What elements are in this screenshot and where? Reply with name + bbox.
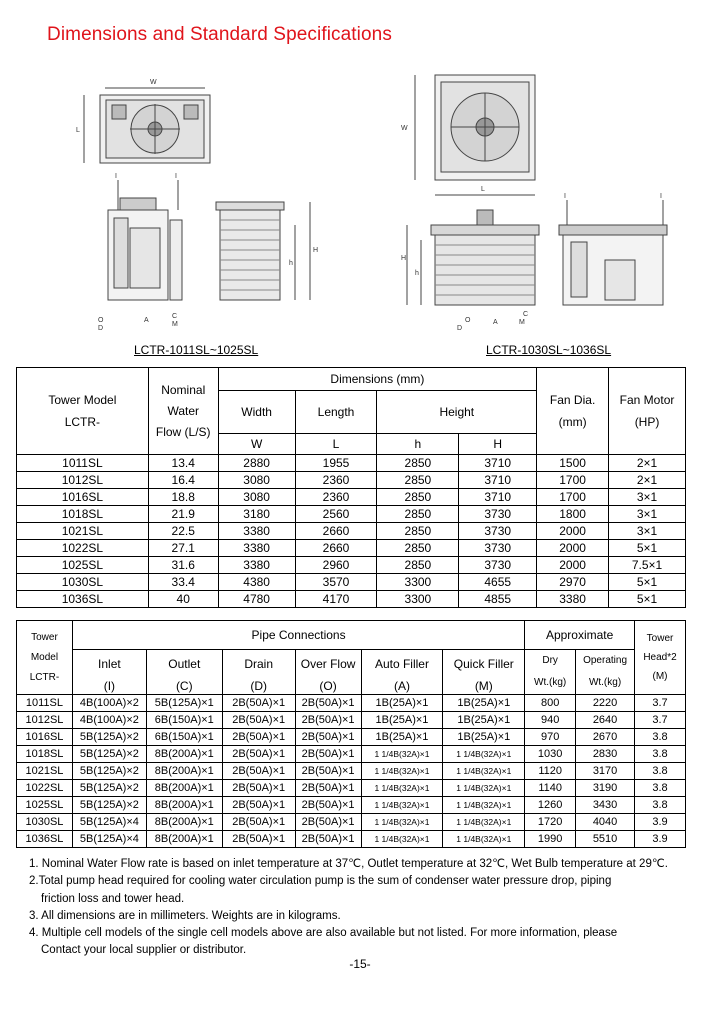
table-cell: 2B(50A)×1 — [222, 763, 295, 780]
label-h-right: h — [415, 270, 419, 277]
header-lctr: LCTR- — [64, 415, 101, 429]
header-length: Length — [295, 391, 377, 434]
header-H: H — [459, 434, 537, 455]
table-row — [17, 780, 686, 797]
table-row — [17, 557, 686, 574]
header-motor-2: (HP) — [634, 415, 660, 429]
header-motor-1: Fan Motor — [619, 393, 675, 407]
table-cell: 1025SL — [17, 797, 73, 814]
table-cell: 940 — [525, 712, 576, 729]
footnotes — [29, 856, 709, 960]
table-row — [17, 591, 686, 608]
table-cell: 3190 — [576, 780, 635, 797]
table-cell: 1700 — [537, 472, 609, 489]
table-cell: 2B(50A)×1 — [295, 780, 361, 797]
header-quickfiller: Quick Filler — [443, 650, 525, 679]
table-cell: 3380 — [218, 540, 295, 557]
label-M: M — [172, 321, 178, 328]
table-cell: 3300 — [377, 574, 459, 591]
table-cell: 2850 — [377, 455, 459, 472]
table-cell: 2360 — [295, 489, 377, 506]
header-op-1: Operating — [583, 655, 628, 666]
table-cell: 2B(50A)×1 — [222, 814, 295, 831]
header-op-2: Wt.(kg) — [588, 677, 622, 688]
table-cell: 1018SL — [17, 506, 149, 523]
table-cell: 1B(25A)×1 — [443, 712, 525, 729]
label-W-right: W — [401, 125, 408, 132]
note-2-cont: friction loss and tower head. — [41, 892, 185, 905]
label-O-right: O — [465, 317, 471, 324]
table-cell: 2000 — [537, 523, 609, 540]
label-C: C — [172, 313, 178, 320]
table-cell: 1B(25A)×1 — [443, 695, 525, 712]
label-D: D — [98, 325, 104, 332]
right-drawing-caption: LCTR-1030SL~1036SL — [486, 343, 612, 357]
dimensions-table — [16, 367, 686, 608]
table-cell: 1 1/4B(32A)×1 — [443, 746, 525, 763]
table-cell: 1120 — [525, 763, 576, 780]
table-cell: 1011SL — [17, 455, 149, 472]
table-row — [17, 814, 686, 831]
pipe-connections-table — [16, 620, 686, 848]
header-A: (A) — [361, 678, 443, 695]
page-number: -15- — [349, 957, 371, 971]
header2-head-3: (M) — [652, 671, 668, 682]
table-cell: 3380 — [218, 557, 295, 574]
table-cell: 3180 — [218, 506, 295, 523]
table-row — [17, 831, 686, 848]
table-cell: 2B(50A)×1 — [295, 763, 361, 780]
table-cell: 1500 — [537, 455, 609, 472]
header-dimensions: Dimensions (mm) — [218, 368, 536, 391]
col-fan-motor — [609, 368, 686, 455]
table-cell: 1990 — [525, 831, 576, 848]
table-cell: 1036SL — [17, 831, 73, 848]
table-row — [17, 763, 686, 780]
table-cell: 1030 — [525, 746, 576, 763]
table-cell: 1 1/4B(32A)×1 — [361, 831, 443, 848]
table-cell: 5B(125A)×2 — [72, 729, 146, 746]
table-cell: 3×1 — [609, 523, 686, 540]
note-4-cont: Contact your local supplier or distributor. — [41, 944, 247, 957]
header-operating-weight — [576, 650, 635, 695]
header2-tower: Tower — [31, 631, 58, 643]
col-tower-model-2 — [17, 621, 73, 695]
table-cell: 1 1/4B(32A)×1 — [361, 746, 443, 763]
tower-drawing-left — [70, 60, 340, 340]
header-dry-1: Dry — [542, 655, 558, 666]
table-cell: 1 1/4B(32A)×1 — [443, 797, 525, 814]
label-D-right: D — [457, 325, 463, 332]
table-cell: 3300 — [377, 591, 459, 608]
table-cell: 2670 — [576, 729, 635, 746]
table-cell: 1 1/4B(32A)×1 — [361, 814, 443, 831]
table-cell: 5×1 — [609, 574, 686, 591]
table-cell: 3.8 — [635, 780, 686, 797]
table-cell: 1800 — [537, 506, 609, 523]
table-cell: 3.9 — [635, 831, 686, 848]
table-cell: 2850 — [377, 557, 459, 574]
table-cell: 6B(150A)×1 — [146, 712, 222, 729]
table-cell: 3×1 — [609, 506, 686, 523]
table-row — [17, 472, 686, 489]
table-cell: 1260 — [525, 797, 576, 814]
table-cell: 2B(50A)×1 — [295, 729, 361, 746]
header2-head-2: Head*2 — [643, 652, 677, 663]
table-cell: 2000 — [537, 540, 609, 557]
table-cell: 2B(50A)×1 — [222, 831, 295, 848]
table-cell: 1140 — [525, 780, 576, 797]
header-I: (I) — [72, 678, 146, 695]
table-cell: 1012SL — [17, 712, 73, 729]
label-L-right: L — [481, 186, 485, 193]
table-cell: 1B(25A)×1 — [443, 729, 525, 746]
header-C: (C) — [146, 678, 222, 695]
table-cell: 2640 — [576, 712, 635, 729]
table-row — [17, 455, 686, 472]
table-cell: 2B(50A)×1 — [295, 831, 361, 848]
table-row — [17, 695, 686, 712]
table-cell: 2880 — [218, 455, 295, 472]
table-cell: 1 1/4B(32A)×1 — [443, 763, 525, 780]
table-cell: 2B(50A)×1 — [222, 746, 295, 763]
table-cell: 1 1/4B(32A)×1 — [361, 763, 443, 780]
label-I-2: I — [175, 173, 177, 180]
table-row — [17, 523, 686, 540]
table-cell: 5×1 — [609, 591, 686, 608]
label-H: H — [313, 247, 319, 254]
table-row — [17, 540, 686, 557]
table-cell: 4040 — [576, 814, 635, 831]
table-cell: 1011SL — [17, 695, 73, 712]
table-cell: 3710 — [459, 489, 537, 506]
table-cell: 1B(25A)×1 — [361, 695, 443, 712]
table-cell: 5×1 — [609, 540, 686, 557]
header-inlet: Inlet — [72, 650, 146, 679]
table-cell: 8B(200A)×1 — [146, 831, 222, 848]
table-cell: 1030SL — [17, 574, 149, 591]
label-W: W — [150, 79, 157, 86]
table-cell: 1 1/4B(32A)×1 — [443, 780, 525, 797]
table-cell: 1016SL — [17, 489, 149, 506]
table-cell: 5B(125A)×4 — [72, 814, 146, 831]
table-cell: 2B(50A)×1 — [222, 729, 295, 746]
table-cell: 3.8 — [635, 797, 686, 814]
label-A-right: A — [493, 319, 498, 326]
header-L: L — [295, 434, 377, 455]
table-cell: 27.1 — [148, 540, 218, 557]
table-cell: 4B(100A)×2 — [72, 712, 146, 729]
table-cell: 2B(50A)×1 — [295, 814, 361, 831]
note-1: 1. Nominal Water Flow rate is based on inlet temperature at 37℃, Outlet temperature at 32℃, Wet Bulb temperature at 29℃. — [29, 858, 668, 870]
table-cell: 2660 — [295, 523, 377, 540]
label-H-right: H — [401, 255, 407, 262]
table-row — [17, 729, 686, 746]
table-cell: 1 1/4B(32A)×1 — [361, 780, 443, 797]
table-cell: 8B(200A)×1 — [146, 780, 222, 797]
table-cell: 1021SL — [17, 523, 149, 540]
table-row — [17, 506, 686, 523]
header-W: W — [218, 434, 295, 455]
table-row — [17, 712, 686, 729]
table-cell: 3080 — [218, 489, 295, 506]
table-cell: 1012SL — [17, 472, 149, 489]
table-cell: 16.4 — [148, 472, 218, 489]
table-cell: 3080 — [218, 472, 295, 489]
table-cell: 4380 — [218, 574, 295, 591]
col-tower-head — [635, 621, 686, 695]
table-cell: 1021SL — [17, 763, 73, 780]
tower-drawing-right — [395, 60, 695, 340]
table-cell: 5510 — [576, 831, 635, 848]
label-I: I — [115, 173, 117, 180]
table-cell: 2850 — [377, 523, 459, 540]
header-flow-1: Nominal — [161, 382, 206, 397]
col-fan-dia — [537, 368, 609, 455]
table-cell: 800 — [525, 695, 576, 712]
table-cell: 3380 — [218, 523, 295, 540]
table-row — [17, 746, 686, 763]
table-cell: 3380 — [537, 591, 609, 608]
table-cell: 3.7 — [635, 712, 686, 729]
label-O: O — [98, 317, 104, 324]
table-cell: 2830 — [576, 746, 635, 763]
table-cell: 2850 — [377, 472, 459, 489]
table-cell: 4855 — [459, 591, 537, 608]
header-drain: Drain — [222, 650, 295, 679]
table-cell: 2560 — [295, 506, 377, 523]
table-cell: 2360 — [295, 472, 377, 489]
header-h: h — [377, 434, 459, 455]
table-cell: 3×1 — [609, 489, 686, 506]
table-cell: 1 1/4B(32A)×1 — [361, 797, 443, 814]
table-cell: 31.6 — [148, 557, 218, 574]
col-tower-model — [17, 368, 149, 455]
table-cell: 1700 — [537, 489, 609, 506]
table-cell: 1720 — [525, 814, 576, 831]
table-cell: 2B(50A)×1 — [295, 712, 361, 729]
header2-model: Model — [30, 651, 59, 663]
table-cell: 3170 — [576, 763, 635, 780]
header-fan-1: Fan Dia. — [549, 393, 596, 407]
table-cell: 5B(125A)×2 — [72, 797, 146, 814]
table-cell: 2B(50A)×1 — [222, 780, 295, 797]
label-I-right: I — [564, 193, 566, 200]
header-flow-3: Flow (L/S) — [155, 424, 211, 439]
table-cell: 1955 — [295, 455, 377, 472]
table-cell: 21.9 — [148, 506, 218, 523]
header-D: (D) — [222, 678, 295, 695]
table-row — [17, 489, 686, 506]
table-cell: 2850 — [377, 506, 459, 523]
table-cell: 2660 — [295, 540, 377, 557]
header-pipe-connections: Pipe Connections — [72, 621, 524, 650]
header-overflow: Over Flow — [295, 650, 361, 679]
table-cell: 3710 — [459, 472, 537, 489]
label-A: A — [144, 317, 149, 324]
table-cell: 1025SL — [17, 557, 149, 574]
table-row — [17, 797, 686, 814]
table-cell: 8B(200A)×1 — [146, 763, 222, 780]
header-tower-model: Tower Model — [48, 393, 117, 407]
header-approximate: Approximate — [525, 621, 635, 650]
header-flow-2: Water — [167, 403, 199, 418]
table-cell: 2B(50A)×1 — [295, 695, 361, 712]
table-cell: 970 — [525, 729, 576, 746]
table-cell: 3570 — [295, 574, 377, 591]
table-cell: 3730 — [459, 506, 537, 523]
col-nominal-flow — [148, 368, 218, 455]
left-drawing-caption: LCTR-1011SL~1025SL — [134, 343, 259, 357]
table-cell: 2850 — [377, 489, 459, 506]
table-cell: 8B(200A)×1 — [146, 797, 222, 814]
table-cell: 4655 — [459, 574, 537, 591]
header-dry-weight — [525, 650, 576, 695]
table-cell: 3430 — [576, 797, 635, 814]
table-cell: 3.9 — [635, 814, 686, 831]
table-cell: 1 1/4B(32A)×1 — [443, 814, 525, 831]
header-fan-2: (mm) — [558, 415, 587, 429]
table-cell: 5B(125A)×2 — [72, 780, 146, 797]
table-cell: 40 — [148, 591, 218, 608]
table-cell: 6B(150A)×1 — [146, 729, 222, 746]
header2-lctr: LCTR- — [29, 671, 60, 683]
header2-head-1: Tower — [646, 633, 674, 644]
table-cell: 3730 — [459, 540, 537, 557]
header-height: Height — [377, 391, 537, 434]
table-cell: 2B(50A)×1 — [295, 746, 361, 763]
table-cell: 2×1 — [609, 455, 686, 472]
table-cell: 3.8 — [635, 763, 686, 780]
table-cell: 1022SL — [17, 780, 73, 797]
note-3: 3. All dimensions are in millimeters. Weights are in kilograms. — [29, 909, 341, 922]
label-M-right: M — [519, 319, 525, 326]
table-cell: 33.4 — [148, 574, 218, 591]
label-L: L — [76, 127, 80, 134]
table-cell: 3.7 — [635, 695, 686, 712]
table-cell: 1B(25A)×1 — [361, 712, 443, 729]
table-cell: 22.5 — [148, 523, 218, 540]
table-cell: 4B(100A)×2 — [72, 695, 146, 712]
note-2: 2.Total pump head required for cooling water circulation pump is the sum of condenser water pressure drop, piping — [29, 875, 612, 888]
table-cell: 2×1 — [609, 472, 686, 489]
table-cell: 1018SL — [17, 746, 73, 763]
label-I-right-2: I — [660, 193, 662, 200]
table-cell: 1022SL — [17, 540, 149, 557]
table-cell: 7.5×1 — [609, 557, 686, 574]
table-cell: 4780 — [218, 591, 295, 608]
table-row — [17, 574, 686, 591]
table-cell: 2000 — [537, 557, 609, 574]
table-cell: 18.8 — [148, 489, 218, 506]
label-C-right: C — [523, 311, 529, 318]
table-cell: 5B(125A)×2 — [72, 763, 146, 780]
table-cell: 2850 — [377, 540, 459, 557]
page-title: Dimensions and Standard Specifications — [47, 24, 392, 45]
header-outlet: Outlet — [146, 650, 222, 679]
table-cell: 2B(50A)×1 — [222, 797, 295, 814]
table-cell: 1016SL — [17, 729, 73, 746]
table-cell: 1 1/4B(32A)×1 — [443, 831, 525, 848]
table-cell: 8B(200A)×1 — [146, 814, 222, 831]
table-cell: 2B(50A)×1 — [295, 797, 361, 814]
table-cell: 1B(25A)×1 — [361, 729, 443, 746]
header-autofiller: Auto Filler — [361, 650, 443, 679]
table-cell: 2970 — [537, 574, 609, 591]
table-cell: 1030SL — [17, 814, 73, 831]
table-cell: 2B(50A)×1 — [222, 712, 295, 729]
table-cell: 5B(125A)×1 — [146, 695, 222, 712]
header-M: (M) — [443, 678, 525, 695]
table-cell: 5B(125A)×4 — [72, 831, 146, 848]
header-dry-2: Wt.(kg) — [534, 677, 567, 688]
table-cell: 3.8 — [635, 729, 686, 746]
table-cell: 3710 — [459, 455, 537, 472]
table-cell: 1036SL — [17, 591, 149, 608]
table-cell: 3730 — [459, 557, 537, 574]
table-cell: 3.8 — [635, 746, 686, 763]
label-h: h — [289, 260, 293, 267]
table-cell: 2B(50A)×1 — [222, 695, 295, 712]
header-width: Width — [218, 391, 295, 434]
table-cell: 8B(200A)×1 — [146, 746, 222, 763]
table-cell: 13.4 — [148, 455, 218, 472]
table-cell: 2960 — [295, 557, 377, 574]
note-4: 4. Multiple cell models of the single cell models above are also available but not listed. For more information, please — [29, 927, 618, 940]
table-cell: 3730 — [459, 523, 537, 540]
table-cell: 4170 — [295, 591, 377, 608]
table-cell: 2220 — [576, 695, 635, 712]
table-cell: 5B(125A)×2 — [72, 746, 146, 763]
header-O: (O) — [295, 678, 361, 695]
